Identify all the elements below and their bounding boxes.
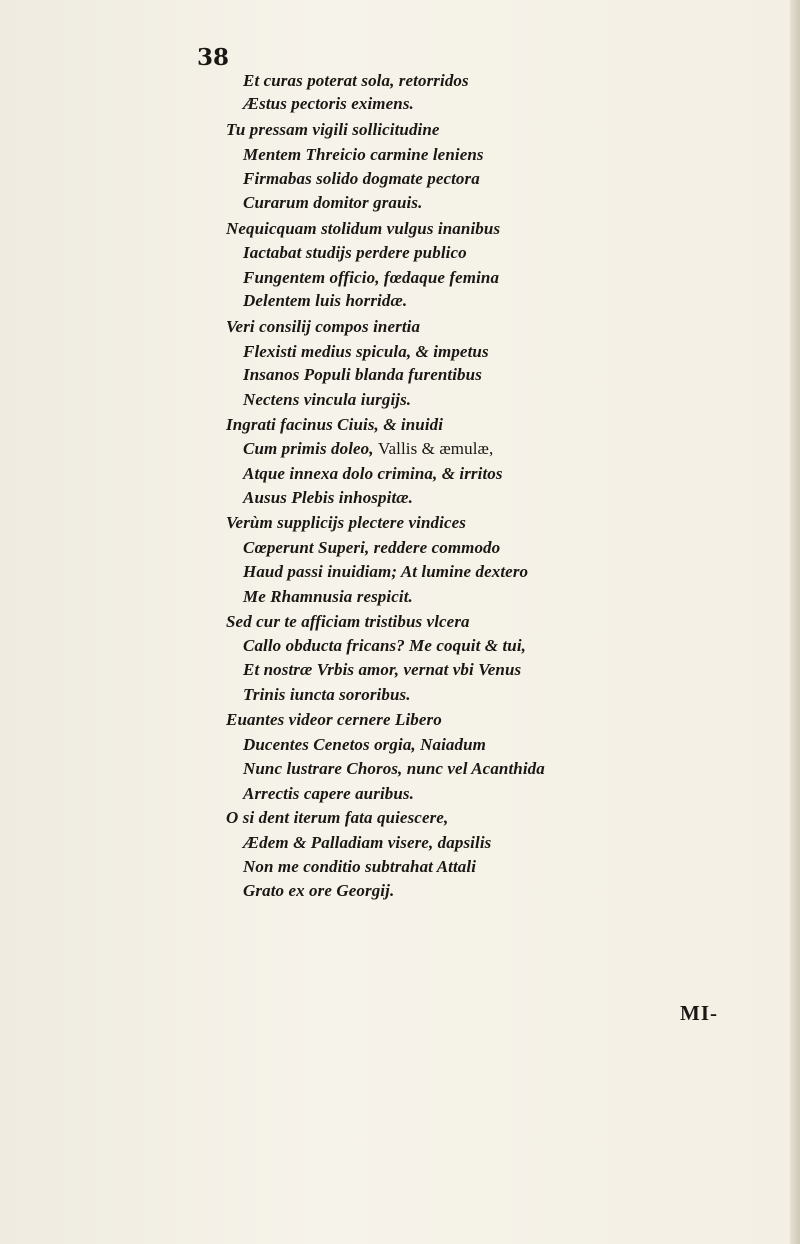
verse-line: Sed cur te afficiam tristibus vlcera	[226, 612, 470, 631]
verse-line: Ducentes Cenetos orgia, Naiadum	[243, 735, 487, 754]
verse-line: Ingrati facinus Ciuis, & inuidi	[226, 415, 444, 434]
verse-line: Nectens vincula iurgijs.	[243, 390, 412, 409]
catchword: MI-	[680, 1001, 718, 1025]
page-edge	[790, 0, 800, 1244]
verse-line: Veri consilij compos inertia	[226, 317, 421, 336]
verse-line: Euantes videor cernere Libero	[226, 710, 442, 729]
verse-line: Callo obducta fricans? Me coquit & tui,	[243, 636, 527, 655]
verse-line: Flexisti medius spicula, & impetus	[243, 342, 489, 361]
verse-line: Arrectis capere auribus.	[243, 784, 414, 803]
verse-line: Delentem luis horridæ.	[243, 291, 408, 310]
verse-line: Trinis iuncta sororibus.	[243, 685, 411, 704]
verse-line: Nunc lustrare Choros, nunc vel Acanthida	[243, 759, 545, 778]
verse-line: Haud passi inuidiam; At lumine dextero	[243, 562, 529, 581]
verse-line: Verùm supplicijs plectere vindices	[226, 513, 466, 532]
verse-line: Cœperunt Superi, reddere commodo	[243, 538, 501, 557]
verse-line-roman: Vallis & æmulæ,	[378, 439, 494, 458]
verse-line	[243, 438, 493, 460]
verse-line: Iactabat studijs perdere publico	[243, 243, 467, 262]
page-number: 38	[197, 44, 230, 71]
verse-line: Ædem & Palladiam visere, dapsilis	[243, 833, 492, 852]
verse-line: Non me conditio subtrahat Attali	[243, 857, 477, 876]
verse-line: Atque innexa dolo crimina, & irritos	[243, 464, 503, 483]
verse-line: Et nostræ Vrbis amor, vernat vbi Venus	[243, 660, 522, 679]
verse-line: Me Rhamnusia respicit.	[243, 587, 413, 606]
verse-line: Tu pressam vigili sollicitudine	[226, 120, 440, 139]
verse-line-italic: Cum primis doleo,	[243, 439, 378, 458]
verse-line: Grato ex ore Georgij.	[243, 881, 395, 900]
verse-line: Insanos Populi blanda furentibus	[243, 365, 482, 384]
verse-line: Æstus pectoris eximens.	[243, 94, 414, 113]
verse-line: Nequicquam stolidum vulgus inanibus	[226, 219, 501, 238]
verse-line: Fungentem officio, fœdaque femina	[243, 268, 500, 287]
verse-line: Firmabas solido dogmate pectora	[243, 169, 480, 188]
verse-line: Curarum domitor grauis.	[243, 193, 423, 212]
verse-line: Ausus Plebis inhospitæ.	[243, 488, 413, 507]
verse-line: Et curas poterat sola, retorridos	[243, 71, 469, 90]
verse-line: O si dent iterum fata quiescere,	[226, 808, 449, 827]
verse-line: Mentem Threicio carmine leniens	[243, 145, 484, 164]
